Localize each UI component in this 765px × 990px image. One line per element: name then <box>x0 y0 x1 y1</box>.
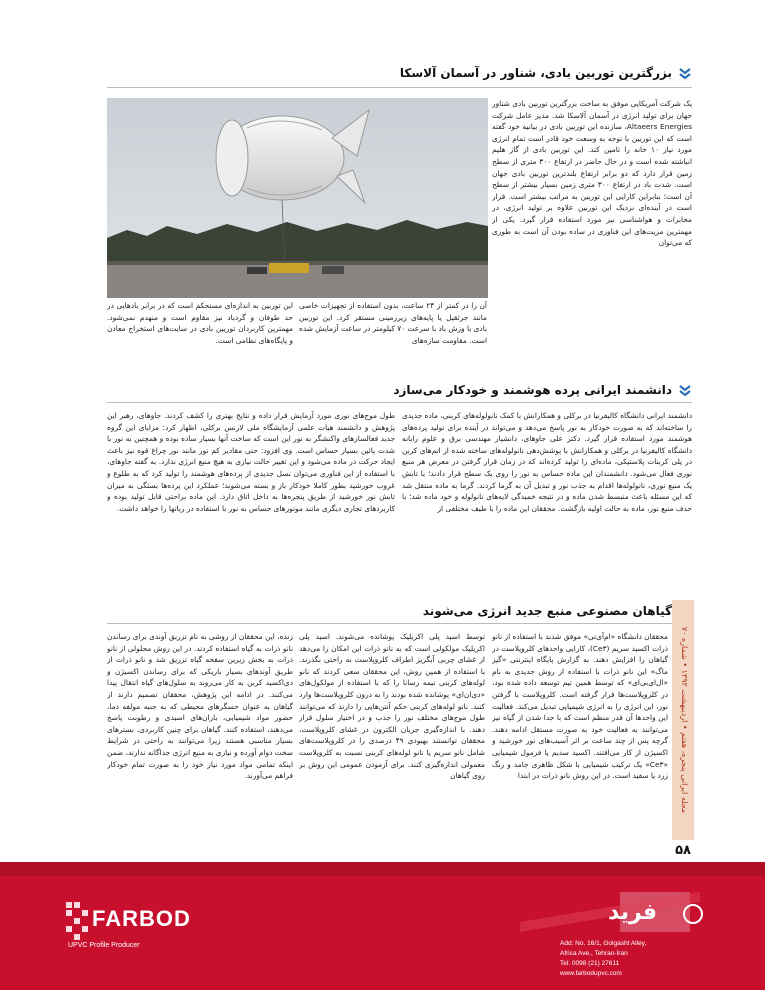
section2-rule <box>107 402 692 403</box>
ad-website[interactable]: www.farbodupvc.com <box>560 970 622 977</box>
brand-left: FARBOD <box>92 906 191 931</box>
section2-heading <box>393 383 692 397</box>
section3-rule <box>107 623 672 624</box>
brand-tagline: UPVC Profile Producer <box>68 942 140 949</box>
section3-title: گیاهان مصنوعی منبع جدید انرژی می‌شوند <box>422 604 672 618</box>
section2-col-left: طول موج‌های نوری مورد آزمایش قرار داده و نتایج بهتری را کشف کردند. جاوهای، رهبر این پژوهش و دانشمند هیات علمی آزمایشگاه ملی لارنس برکلی، اظهار کرد: مزایای این گروه جدید فعالسازهای واکنشگر به نور این است که ساخت آنها بسیار ساده بوده و همچنین به نور با شدت پائین بسیار حساس است. وی افزود: حتی مقادیر کم نور مانند نور چراغ قوه نیز باعث ایجاد حرکت در ماده می‌شود و این تغییر حالت نیازی به هیچ منبع انرژی ندارد. به گفته جاوهای، با استفاده از این فناوری می‌توان نسل جدیدی از پرده‌های هوشمند را تولید کرد که به طلوع و غروب خورشید بطور کاملا خودکار باز و بسته می‌شوند؛ عملکرد این پرده‌ها بستگی به میزان تابش نور خورشید از طریق پنجره‌ها به داخل اتاق دارد. این ماده براحتی قابل تولید بوده و کاربردهای تجاری دیگری مانند موتورهای حساس به نور با استفاده در رباتها را خواهد داشت. <box>107 411 395 513</box>
issue-info-text: مجله ایرانی پنجره، هفتم • اردیبهشت ۱۳۹۲ • شماره ۷۰ <box>680 626 689 814</box>
section1-heading <box>400 66 692 80</box>
farbod-advertisement <box>0 862 765 990</box>
section2-title: دانشمند ایرانی پرده هوشمند و خودکار می‌سازد <box>393 383 672 397</box>
section1-col-mid: آن را در کمتر از ۲۴ ساعت، بدون استفاده از تجهیزات خاصی مانند جرثقیل یا پایه‌های زیرزمینی مستقر کرد. این توربین بادی با وزش باد با سرعت ۷۰ کیلومتر در ساعت آزمایش شده است. مقاومت سازه‌های <box>299 301 487 345</box>
section3-col-left: زنده، این محققان از روشی به نام تزریق آوندی برای رساندن نانو ذرات به گیاه استفاده کردند. در این روش محلولی از نانو ذرات به بخش زیرین سفحه گیاه تزریق شد و نانو ذرات از طریق آوندهای بسیار باریکی که برای رساندن اکسیژن و دی‌اکسید کربن به کار می‌روند به سلول‌های گیاه انتقال پیدا می‌کنند. در ادامه این پژوهش، محققان تصمیم دارند از گیاهان به عنوان حسگرهای محیطی که به جنبه مولفه دما، حضور مواد شیمیایی، باران‌های اسیدی و رطوبت پاسخ می‌دهند، استفاده کنند. گیاهان برای چنین کاربردی، بسترهای بسیار مناسبی هستند زیرا می‌توانند به راحتی در شرایط سخت دوام آورده و نیازی به منبع انرژی جداگانه ندارند، ضمن اینکه تمامی مواد مورد نیاز خود را به صورت تمام خودکار فراهم می‌آورند. <box>107 632 293 781</box>
brand-right-fa: فرید <box>608 900 658 925</box>
wind-turbine-photo <box>107 98 488 298</box>
section1-title: بزرگترین توربین بادی، شناور در آسمان آلاسکا <box>399 66 672 80</box>
section1-rule <box>107 87 692 88</box>
ad-telephone: Tel: 0098 (21) 27611 <box>560 960 620 967</box>
chevron-down-icon <box>678 66 692 80</box>
section2-col-right: دانشمند ایرانی دانشگاه کالیفرنیا در برکلی و همکارانش با کمک نانولوله‌های کربنی، ماده جدیدی را ساخته‌اند که به صورت خودکار به نور پاسخ می‌دهد و می‌تواند در آینده برای تولید پرده‌های هوشمند مورد استفاده قرار گیرد. دکتر علی جاوهای، دانشیار مهندسی برق و علوم رایانه دانشگاه کالیفرنیا در برکلی و همکارانش با پوشش‌دهی نانولوله‌های ساخته شده از اتم‌های کربن در پلی کربنات پلاستیکی، ماده‌ای را تولید کرده‌اند که در زمان قرار گرفتن در معرض هر منبع نوری فعال می‌شود. دانشمندان این ماده حساس به نور را روی یک سطح قرار دادند؛ با تابش یک منبع نوری، نانولوله‌ها اقدام به جذب نور و تبدیل آن به گرما کردند. گرما به ماده منتقل شد که این مسئله باعث منبسط شدن ماده و در نتیجه خمیدگی لایه‌های نانولوله و خود ماده شد؛ با حذف منبع نور، ماده به حالت اولیه بازگشت. محققان این ماده را با طیف مختلفی از <box>402 411 692 513</box>
ad-address-2: Africa Ave., Tehran-Iran <box>560 950 628 957</box>
ad-address-1: Add: No. 16/1, Golgasht Alley, <box>560 940 647 947</box>
issue-sidebar-tab <box>672 600 694 840</box>
section1-col-left: این توربین به اندازه‌ای مستحکم است که در برابر بادهایی در حد طوفان و گردباد نیز مقاوم است و منهدم نمی‌شود. مهمترین کاربردان توربین بادی در سایت‌های استخراج معادن و پایگاه‌های نظامی است. <box>107 301 293 345</box>
chevron-down-icon <box>678 383 692 397</box>
section3-col-mid: توسط اسید پلی اکریلیک پوشانده می‌شوند. اسید پلی اکریلیک مولکولی است که به نانو ذرات این امکان را می‌دهد از غشای چربی آبگریز اطراف کلروپلاست به راحتی بگذرند. با استفاده از همین روش، این محققان سعی کردند که نانو لوله‌های کربنی نیمه رسانا را که با استفاده از مولکول‌های «دی‌ان‌ای» پوشانده شده بودند را به درون کلروپلاست‌ها وارد کنند. نانو لوله‌های کربنی حکم آنتن‌هایی را دارند که می‌توانند طول موج‌های مختلف نور را جذب و در اختیار سلول قرار دهند. با اندازه‌گیری جریان الکترون در غشای کلروپلاست، محققان توانستند بهبودی ۴۹ درصدی را در کلروپلاست‌های شامل نانو سریم یا نانو لوله‌های کربنی نسبت به کلروپلاست معمولی اندازه‌گیری کنند. برای آزمودن عمومی این روش بر روی گیاهان <box>299 632 485 781</box>
section3-heading <box>423 604 692 618</box>
page-number: ۵۸ <box>675 843 691 858</box>
section3-col-right: محققان دانشگاه «ام‌آی‌تی» موفق شدند با استفاده از نانو ذرات اکسید سریم (Ce۳)، کارایی واحدهای کلروپلاست در گیاهان را افزایش دهند. به گزارش پایگاه اینترنتی «گیز ماگ» این نانو ذرات با استفاده از روش جدیدی به نام «ال‌ای‌بی‌ای» که توسط همین تیم توسعه داده شده بود، در کلروپلاست‌ها قرار گرفته است. کلروپلاست با گرفتن نور، این انرژی را به انرژی شیمیایی تبدیل می‌کند. فعالیت این واحدها آن قدر منظم است که با جدا شدن از گیاه نیز می‌توانند به فعالیت خود به صورت مستقل ادامه دهند. گرچه پس از چند ساعت بر اثر آسیب‌های نور خورشید و اکسیژن از کار می‌افتند. اکسید سدیم یا فرمول شیمیایی «Ce۳» یک ترکیب شیمیایی با شکل ظاهری جامد و رنگ زرد یا سفید است. در این روش نانو ذرات در ابتدا <box>492 632 668 781</box>
section1-col-right: یک شرکت آمریکایی موفق به ساخت بزرگترین توربین بادی شناور جهان برای تولید انرژی در آسمان آلاسکا شد. مدیر عامل شرکت Altaeers Energies، سازنده این توربین بادی در بیانیه خود گفته است که این توربین با توجه به وسعت خود قادر است تمام انرژی مورد نیاز ۱۰ خانه را تامین کند. این توربین بادی از گاز هلیم انباشته شده است و در حال حاضر در ارتفاع ۳۰۰ متری از سطح زمین قرار دارد که دو برابر ارتفاع بلندترین توربین بادی جهان است. شدت باد در ارتفاع ۳۰۰ متری زمین بسیار بیشتر از سطح آن است؛ بنابراین کارایی این توربین به مراتب بیشتر است. قرار است در آینده‌ای نزدیک این توربین علاوه بر تولید انرژی، در مخابرات و هواشناسی نیز مورد استفاده قرار گیرد. یکی از مهمترین مزیت‌های این فناوری در ساده بودن آن است به طوری که می‌توان <box>492 99 692 248</box>
